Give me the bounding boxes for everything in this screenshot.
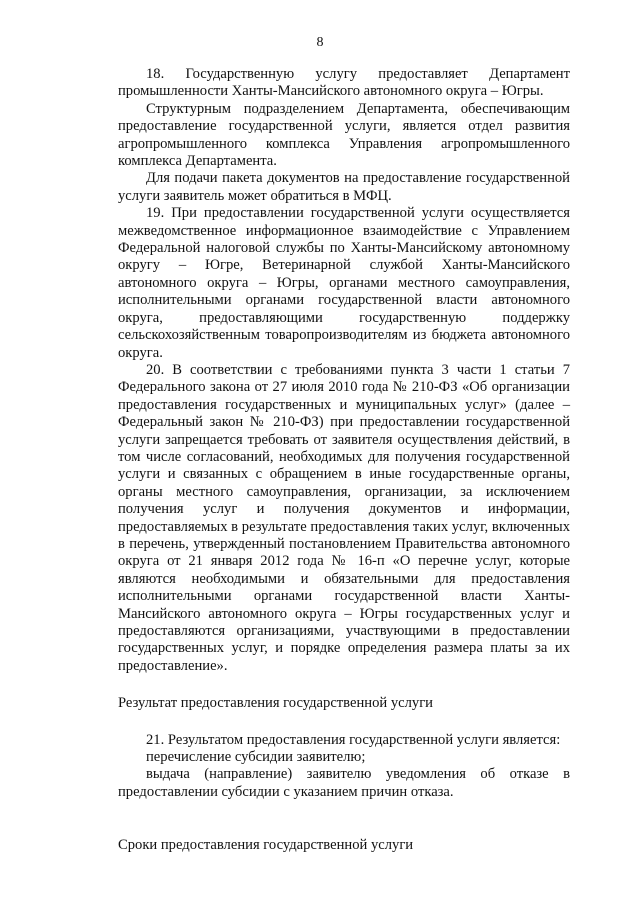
page-number: 8	[316, 35, 324, 50]
paragraph-18: 18. Государственную услугу предоставляет Департамент промышленности Ханты-Мансийского автономного округа – Югры.	[118, 66, 570, 100]
paragraph-19: 19. При предоставлении государственной услуги осуществляется межведомственное информационное взаимодействие с Управлением Федеральной налоговой службы по Ханты-Мансийскому автономному округу – Югре, Ветеринарной службой Ханты-Мансийского автономного округа – Югры, органами местного самоуправления, исполнительными органами государственной власти автономного округа, предоставляющими государственную поддержку сельскохозяйственным товаропроизводителям из бюджета автономного округа.	[118, 205, 570, 361]
paragraph-18-structural: Структурным подразделением Департамента, обеспечивающим предоставление государственной услуги, является отдел развития агропромышленного комплекса Управления агропромышленного комплекса Департамента.	[118, 100, 570, 170]
document-body	[118, 66, 570, 855]
section-heading-result: Результат предоставления государственной услуги	[118, 695, 433, 712]
paragraph-21-item-transfer: перечисление субсидии заявителю;	[146, 749, 366, 766]
paragraph-21-item-refusal: выдача (направление) заявителю уведомления об отказе в предоставлении субсидии с указанием причин отказа.	[118, 766, 570, 800]
section-heading-terms: Сроки предоставления государственной услуги	[118, 837, 414, 854]
paragraph-18-mfc: Для подачи пакета документов на предоставление государственной услуги заявитель может обратиться в МФЦ.	[118, 170, 570, 204]
paragraph-21: 21. Результатом предоставления государственной услуги является:	[146, 731, 561, 748]
paragraph-20: 20. В соответствии с требованиями пункта 3 части 1 статьи 7 Федерального закона от 27 июля 2010 года № 210-ФЗ «Об организации предоставления государственных и муниципальных услуг» (далее – Федеральный закон № 210-ФЗ) при предоставлении государственной услуги запрещается требовать от заявителя осуществления действий, в том числе согласований, необходимых для получения государственной услуги и связанных с обращением в иные государственные органы, органы местного самоуправления, организации, за исключением получения услуг и получения документов и информации, предоставляемых в результате предоставления таких услуг, включенных в перечень, утвержденный постановлением Правительства автономного округа от 21 января 2012 года № 16-п «О перечне услуг, которые являются необходимыми и обязательными для предоставления исполнительными органами государственной власти Ханты-Мансийского автономного округа – Югры государственных услуг и предоставляются организациями, участвующими в предоставлении государственных услуг, и порядке определения размера платы за их предоставление».	[118, 361, 570, 674]
